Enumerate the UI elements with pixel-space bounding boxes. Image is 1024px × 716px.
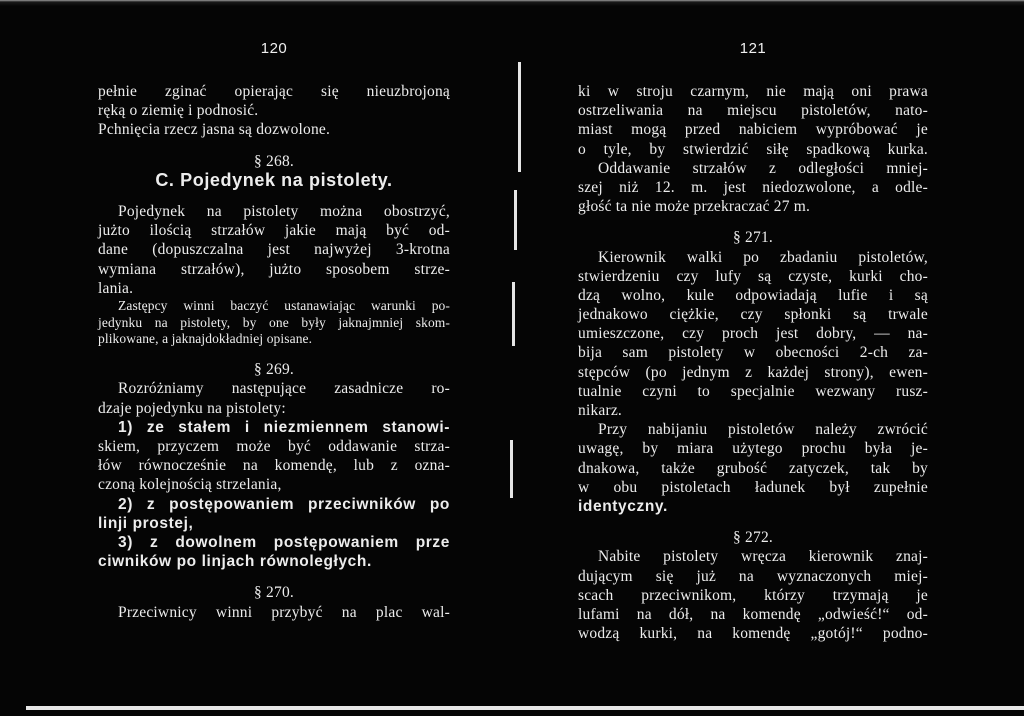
left-text-column (98, 82, 450, 622)
text-line: dzą wolno, kule odpowiadają lufie i są (578, 286, 928, 304)
text-line: głość ta nie może przekraczać 27 m. (578, 198, 811, 216)
text-line: ostrzeliwania na miejscu pistoletów, nato- (578, 102, 928, 120)
list-item-line: 3) z dowolnem postępowaniem prze (118, 533, 450, 551)
text-line: umieszczone, czy proch jest dobry, — na- (578, 325, 928, 343)
text-line: dane (dopuszczalna jest najwyżej 3-krotna (98, 241, 450, 259)
text-line: Pojedynek na pistolety można obostrzyć, (118, 202, 450, 220)
gutter-edge-mark (514, 190, 517, 250)
text-line: szej niż 12. m. jest niedozwolone, a odle- (578, 178, 928, 196)
right-page (578, 0, 928, 716)
list-item-line: łów równocześnie na komendę, lub z ozna- (98, 457, 450, 475)
section-heading-pistols: C. Pojedynek na pistolety. (155, 169, 393, 190)
gutter-edge-mark (518, 62, 521, 172)
gutter-edge-mark (510, 440, 513, 498)
text-line: w obu pistoletach ładunek był zupełnie (578, 478, 928, 496)
text-line: o tyle, by stwierdzić siłę spadkową kurka. (578, 140, 928, 158)
text-line: lania. (98, 279, 134, 297)
text-line: Przy nabijaniu pistoletów należy zwrócić (598, 421, 928, 439)
page-number-left: 120 (260, 40, 288, 57)
left-page (98, 0, 450, 716)
text-line: ręką o ziemię i podnosić. (98, 102, 259, 120)
text-line: dnakowa, także grubość zatyczek, tak by (578, 459, 928, 477)
text-line: nikarz. (578, 402, 623, 419)
section-mark-268: § 268. (254, 152, 294, 170)
text-line: dującym się już na wyznaczonych miej- (578, 567, 928, 585)
note-line: Zastępcy winni baczyć ustanawiając warunki po- (118, 297, 450, 313)
text-line: Przeciwnicy winni przybyć na plac wal- (118, 603, 450, 621)
text-line: ki w stroju czarnym, nie mają oni prawa (578, 83, 928, 100)
text-line: stępców (po jednym z każdej strony), ewen- (578, 363, 928, 381)
gutter-edge-mark (512, 282, 515, 346)
text-line: wymiana strzałów), jużto sposobem strze- (98, 260, 450, 278)
note-line: jedynku na pistolety, by one były jaknajmniej skom- (98, 314, 450, 330)
list-item-line: 2) z postępowaniem przeciwników po (118, 495, 450, 513)
text-line: uwagę, by miara użytego prochu była je- (578, 440, 928, 458)
list-item-line: 1) ze stałem i niezmiennem stanowi- (118, 418, 450, 436)
text-line: bija sam pistolety w obecności 2-ch za- (578, 344, 928, 362)
text-line: wodzą kurki, na komendę „gotój!“ podno- (578, 625, 928, 643)
text-line: Pchnięcia rzecz jasna są dozwolone. (98, 121, 331, 139)
list-item-line: linji prostej, (98, 514, 194, 532)
text-line: jużto ilością strzałów jakie mają być od- (98, 222, 450, 240)
text-line: Rozróżniamy następujące zasadnicze ro- (118, 380, 450, 398)
text-line: identyczny. (578, 497, 668, 515)
text-line: lufami na dół, na komendę „odwieść!“ od- (578, 605, 928, 623)
section-mark-272: § 272. (733, 529, 773, 547)
bottom-edge-rule (26, 706, 1024, 710)
text-line: jednakowo ciężkie, czy spłonki są trwale (578, 306, 928, 324)
note-line: plikowane, a jaknajdokładniej opisane. (98, 331, 313, 347)
section-mark-270: § 270. (254, 584, 294, 602)
text-line: tualnie czyni to specjalnie wezwany rusz- (578, 382, 928, 400)
text-line: miast mogą przed nabiciem wypróbować je (578, 121, 928, 139)
section-mark-271: § 271. (733, 229, 773, 247)
text-line: scach przeciwnikom, którzy trzymają je (578, 586, 928, 604)
text-line: Kierownik walki po zbadaniu pistoletów, (598, 248, 928, 266)
section-mark-269: § 269. (254, 361, 294, 379)
text-line: pełnie zginać opierając się nieuzbrojoną (98, 83, 450, 100)
text-line: dzaje pojedynku na pistolety: (98, 399, 286, 417)
right-text-column (578, 82, 928, 643)
list-item-line: skiem, przyczem może być oddawanie strza- (98, 438, 450, 456)
text-line: stwierdzeniu czy lufy są czyste, kurki cho- (578, 267, 928, 285)
text-line: Nabite pistolety wręcza kierownik znaj- (598, 548, 928, 566)
list-item-line: czoną kolejnością strzelania, (98, 476, 282, 494)
text-line: Oddawanie strzałów z odległości mniej- (598, 159, 928, 177)
list-item-line: ciwników po linjach równoległych. (98, 553, 372, 571)
page-number-right: 121 (739, 40, 767, 57)
